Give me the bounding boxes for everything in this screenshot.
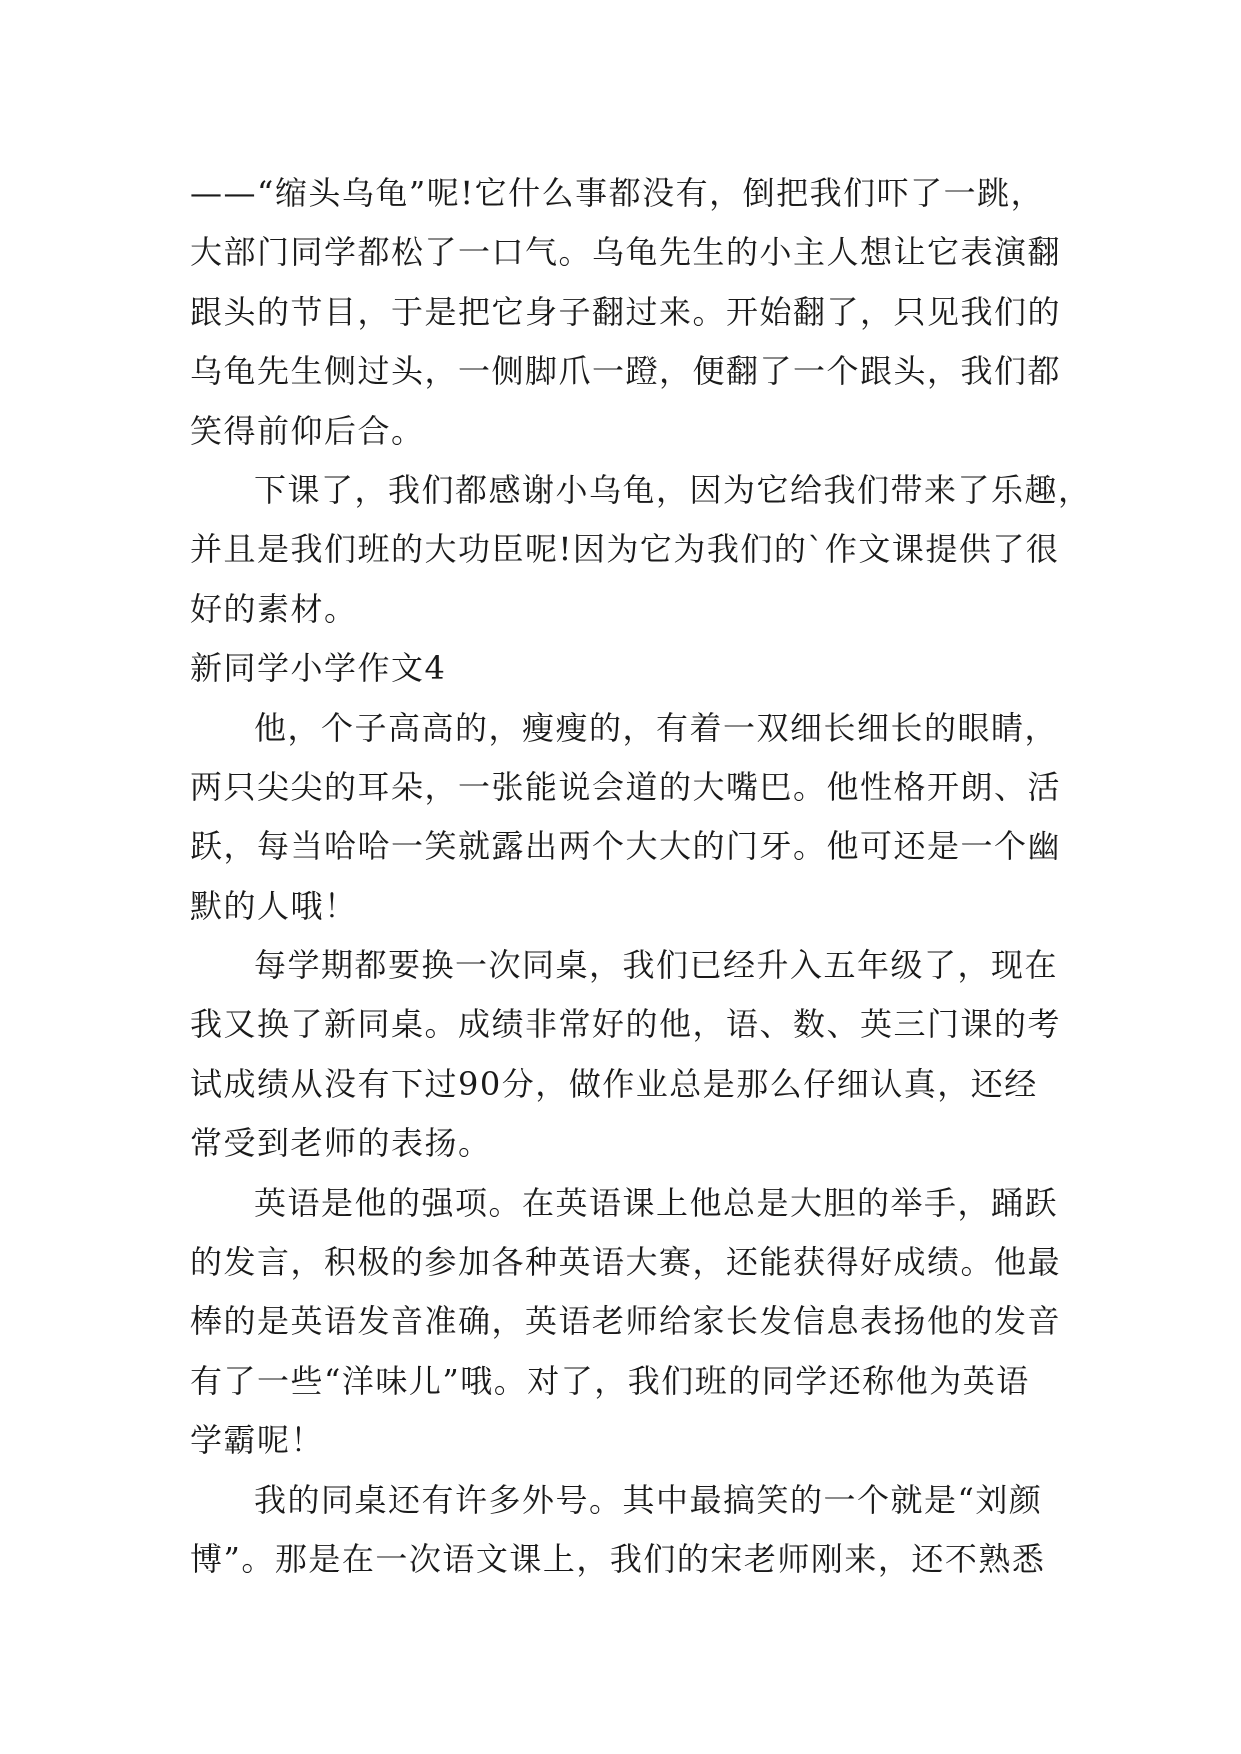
text-line: 常受到老师的表扬。 [190,1124,492,1163]
paragraph-first-line: 每学期都要换一次同桌，我们已经升入五年级了，现在 [254,946,1059,985]
paragraph-first-line: 我的同桌还有许多外号。其中最搞笑的一个就是“刘颜 [254,1480,1043,1519]
text-line: 大部门同学都松了一口气。乌龟先生的小主人想让它表演翻 [190,233,1062,272]
paragraph-first-line: 他，个子高高的，瘦瘦的，有着一双细长细长的眼睛， [254,708,1059,747]
text-line: 默的人哦！ [190,886,358,925]
text-line: 笑得前仰后合。 [190,411,425,450]
text-line: ——“缩头乌龟”呢!它什么事都没有，倒把我们吓了一跳， [190,174,1045,212]
text-line: 试成绩从没有下过90分，做作业总是那么仔细认真，还经 [190,1064,1038,1103]
text-line: 我又换了新同桌。成绩非常好的他，语、数、英三门课的考 [190,1005,1062,1044]
document-body [190,164,1092,1589]
paragraph-first-line: 英语是他的强项。在英语课上他总是大胆的举手，踊跃 [254,1183,1059,1222]
text-line: 两只尖尖的耳朵，一张能说会道的大嘴巴。他性格开朗、活 [190,767,1062,806]
text-line: 学霸呢！ [190,1421,325,1460]
text-line: 并且是我们班的大功臣呢!因为它为我们的`作文课提供了很 [190,530,1060,569]
text-line: 的发言，积极的参加各种英语大赛，还能获得好成绩。他最 [190,1243,1062,1282]
text-line: 好的素材。 [190,589,358,628]
text-line: 乌龟先生侧过头，一侧脚爪一蹬，便翻了一个跟头，我们都 [190,352,1062,391]
paragraph-first-line: 下课了，我们都感谢小乌龟，因为它给我们带来了乐趣， [254,470,1092,509]
text-line: 博”。那是在一次语文课上，我们的宋老师刚来，还不熟悉 [190,1539,1046,1578]
text-line: 跟头的节目，于是把它身子翻过来。开始翻了，只见我们的 [190,292,1062,331]
text-line: 有了一些“洋味儿”哦。对了，我们班的同学还称他为英语 [190,1361,1030,1400]
text-line: 跃，每当哈哈一笑就露出两个大大的门牙。他可还是一个幽 [190,827,1062,866]
text-line: 棒的是英语发音准确，英语老师给家长发信息表扬他的发音 [190,1302,1062,1341]
section-heading: 新同学小学作文4 [190,649,447,688]
